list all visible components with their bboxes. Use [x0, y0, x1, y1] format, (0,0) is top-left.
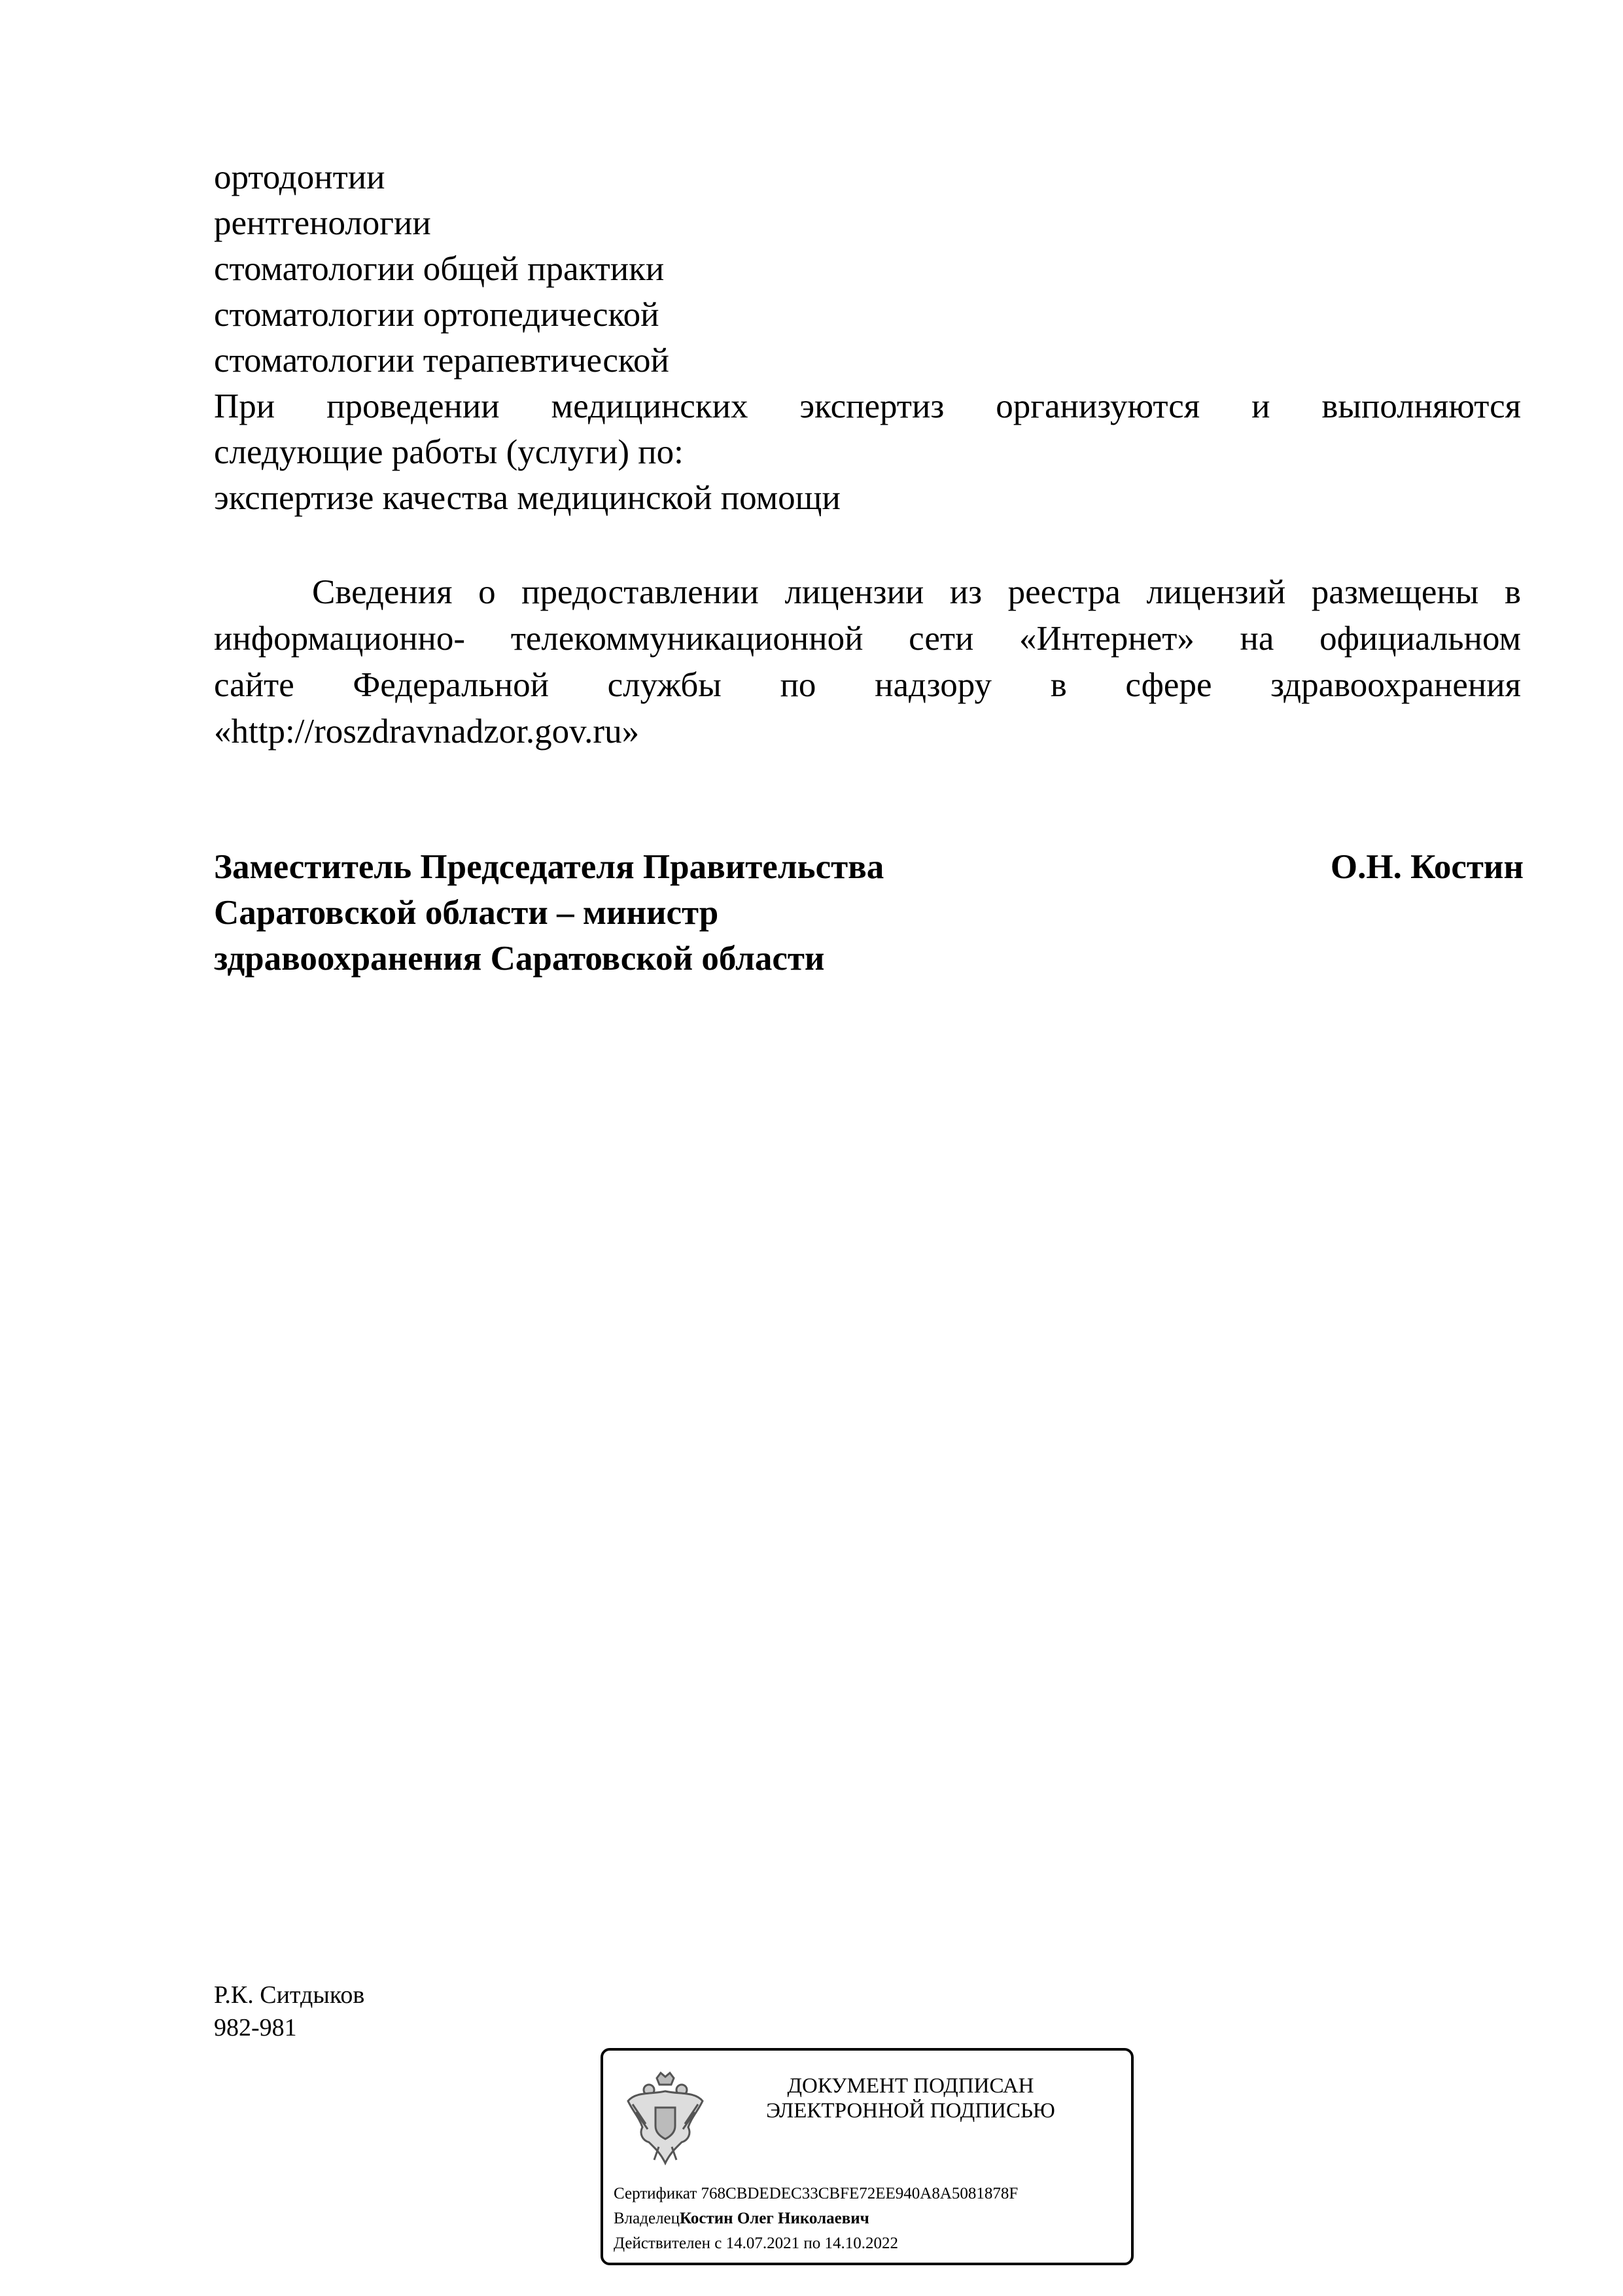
expertise-item: экспертизе качества медицинской помощи: [214, 479, 841, 517]
valid-to-prefix: по: [803, 2234, 821, 2252]
executor-info: [214, 1979, 364, 2044]
registry-paragraph: [214, 569, 1521, 755]
expertise-line-1: При проведении медицинских экспертиз организуются и выполняются: [214, 387, 1521, 425]
certificate-row: [614, 2181, 1018, 2206]
e-signature-stamp: [601, 2048, 1134, 2265]
stamp-details: [614, 2181, 1018, 2256]
signatory-title: [214, 844, 884, 981]
certificate-value: 768CBDEDEC33CBFE72EE940A8A5081878F: [701, 2185, 1019, 2202]
signatory-title-line-2: Саратовской области – министр: [214, 894, 719, 932]
expertise-line-2: следующие работы (услуги) по:: [214, 433, 684, 471]
registry-line-3: сайте Федеральной службы по надзору в сфере здравоохранения: [214, 666, 1521, 704]
executor-name: Р.К. Ситдыков: [214, 1981, 365, 2009]
registry-line-4: «http://roszdravnadzor.gov.ru»: [214, 713, 640, 751]
list-item: ортодонтии: [214, 158, 385, 196]
list-item: стоматологии терапевтической: [214, 342, 669, 380]
valid-label: Действителен: [614, 2234, 711, 2252]
list-item: рентгенологии: [214, 204, 431, 242]
coat-of-arms-icon: [623, 2065, 708, 2170]
certificate-label: Сертификат: [614, 2185, 697, 2202]
valid-from-prefix: с: [714, 2234, 722, 2252]
list-item: стоматологии ортопедической: [214, 296, 659, 334]
valid-to: 14.10.2022: [824, 2234, 899, 2252]
registry-line-1: Сведения о предоставлении лицензии из реестра лицензий размещены в: [312, 573, 1521, 611]
owner-label: Владелец: [614, 2210, 680, 2227]
owner-value: Костин Олег Николаевич: [680, 2210, 869, 2227]
signatory-title-line-3: здравоохранения Саратовской области: [214, 940, 825, 978]
owner-row: [614, 2206, 1018, 2231]
stamp-title: [714, 2074, 1107, 2123]
stamp-title-line-2: ЭЛЕКТРОННОЙ ПОДПИСЬЮ: [766, 2099, 1055, 2123]
expertise-paragraph: [214, 383, 1521, 521]
validity-row: [614, 2231, 1018, 2256]
executor-phone: 982-981: [214, 2014, 297, 2041]
list-item: стоматологии общей практики: [214, 250, 665, 288]
signatory-title-line-1: Заместитель Председателя Правительства: [214, 848, 884, 886]
valid-from: 14.07.2021: [725, 2234, 800, 2252]
stamp-title-line-1: ДОКУМЕНТ ПОДПИСАН: [787, 2074, 1034, 2098]
specialties-list: [214, 154, 1522, 383]
signatory-name: О.Н. Костин: [1330, 848, 1524, 886]
registry-line-2: информационно- телекоммуникационной сети «Интернет» на официальном: [214, 620, 1521, 658]
